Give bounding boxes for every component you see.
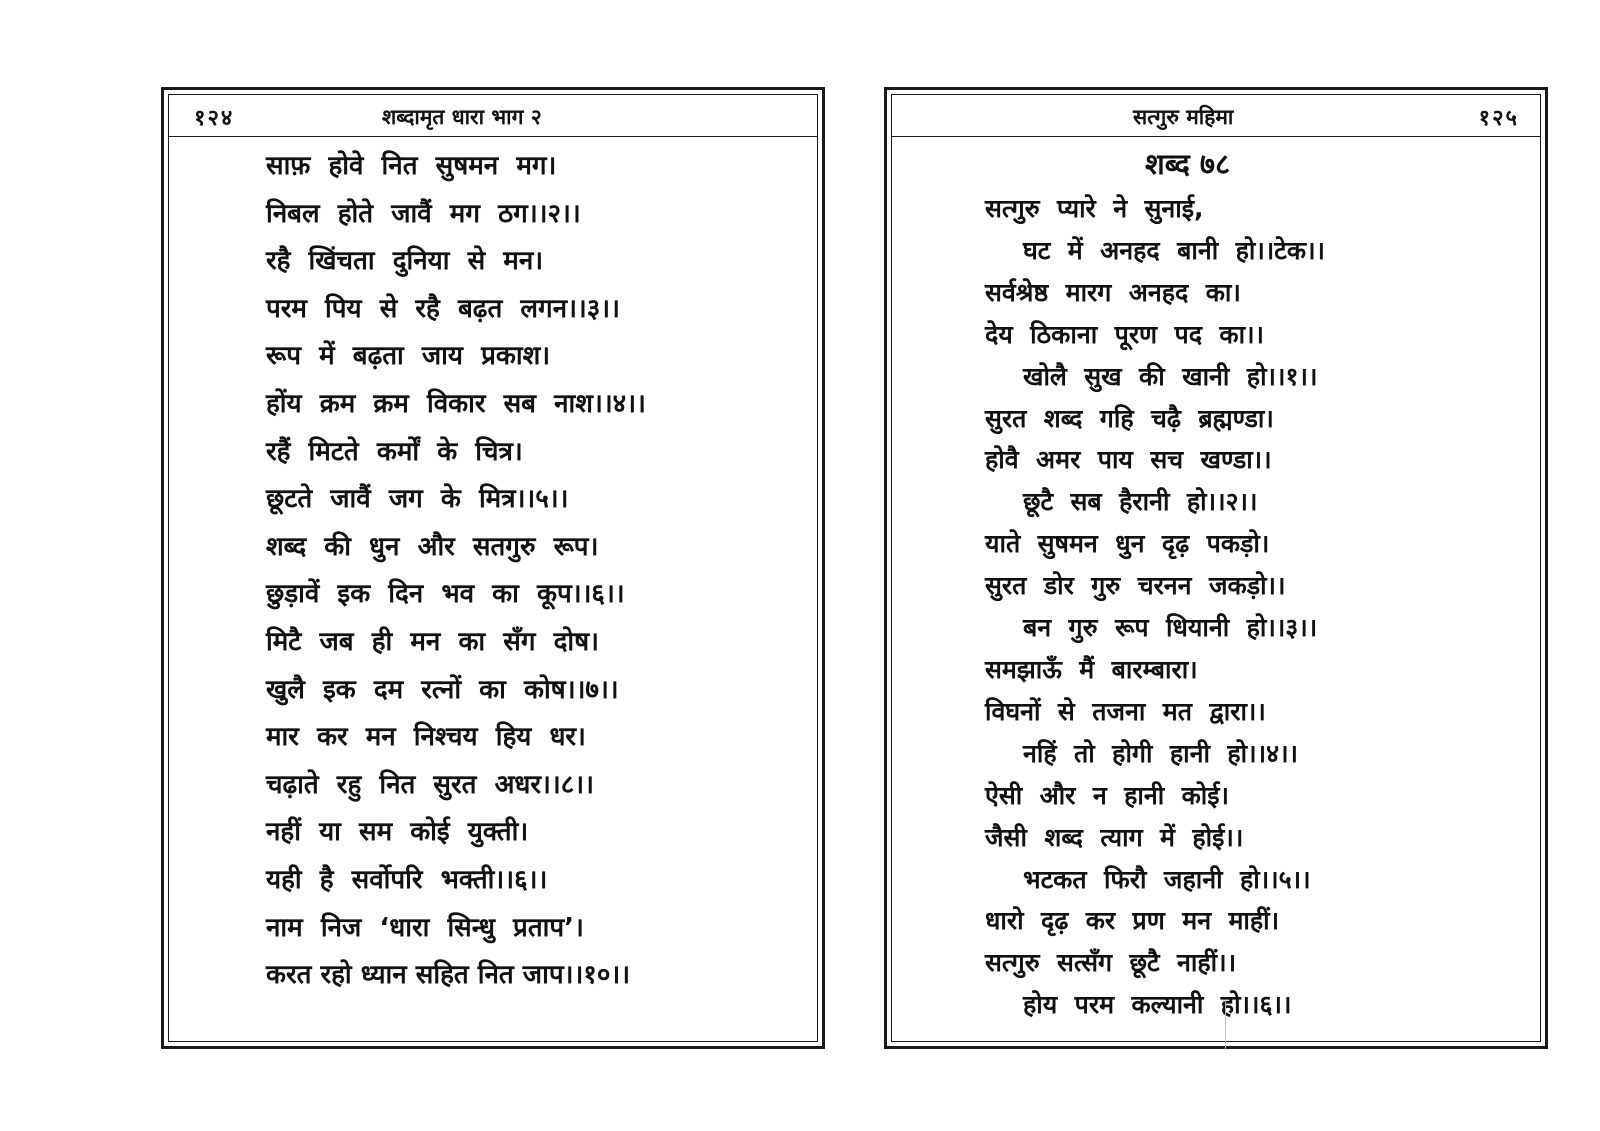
verse-line: साफ़ होवे नित सुषमन मग। bbox=[266, 151, 557, 181]
verse-line: रहै खिंचता दुनिया से मन। bbox=[266, 246, 544, 277]
verse-line: होंय क्रम क्रम विकार सब नाश।।४।। bbox=[266, 388, 646, 419]
verse-line: जैसी शब्द त्याग में होई।। bbox=[985, 822, 1244, 852]
fold-mark bbox=[1225, 1000, 1226, 1050]
left-page-verses bbox=[266, 143, 646, 1000]
right-page-verses bbox=[985, 188, 1325, 1026]
verse-line: सुरत शब्द गहि चढ़ै ब्रह्मण्डा। bbox=[985, 403, 1274, 433]
verse-line: चढ़ाते रहु नित सुरत अधर।।८।। bbox=[266, 769, 594, 800]
verse-line: धारो दृढ़ कर प्रण मन माहीं। bbox=[985, 906, 1280, 936]
verse-line: याते सुषमन धुन दृढ़ पकड़ो। bbox=[985, 529, 1270, 559]
verse-line: ऐसी और न हानी कोई। bbox=[985, 780, 1230, 810]
refrain-line: घट में अनहद बानी हो।।टेक।। bbox=[1023, 235, 1326, 265]
refrain-line: बन गुरु रूप धियानी हो।।३।। bbox=[1023, 613, 1318, 643]
verse-line: नहीं या सम कोई युक्ती। bbox=[266, 817, 529, 848]
verse-line: नाम निज ‘धारा सिन्धु प्रताप’। bbox=[266, 912, 584, 943]
right-page bbox=[884, 87, 1548, 1049]
verse-line: रहैं मिटते कर्मों के चित्र। bbox=[266, 436, 523, 467]
refrain-line: नहिं तो होगी हानी हो।।४।। bbox=[1023, 738, 1299, 768]
left-page-number: १२४ bbox=[194, 106, 235, 131]
left-page-header bbox=[168, 94, 818, 137]
verse-line: समझाऊँ मैं बारम्बारा। bbox=[985, 654, 1198, 684]
verse-line: छुड़ावें इक दिन भव का कूप।।६।। bbox=[266, 579, 625, 610]
right-running-title: सत्गुरु महिमा bbox=[1133, 105, 1234, 129]
verse-line: छूटते जावैं जग के मित्र।।५।। bbox=[266, 484, 569, 515]
refrain-line: भटकत फिरौ जहानी हो।।५।। bbox=[1023, 864, 1311, 894]
refrain-line: खोलै सुख की खानी हो।।१।। bbox=[1023, 361, 1318, 391]
verse-line: देय ठिकाना पूरण पद का।। bbox=[985, 319, 1265, 349]
verse-line: शब्द की धुन और सतगुरु रूप। bbox=[266, 531, 599, 562]
verse-line: विघनों से तजना मत द्वारा।। bbox=[985, 696, 1266, 726]
verse-line: सुरत डोर गुरु चरनन जकड़ो।। bbox=[985, 571, 1286, 601]
verse-line: सत्गुरु प्यारे ने सुनाई, bbox=[985, 194, 1204, 223]
verse-line: मार कर मन निश्चय हिय धर। bbox=[266, 722, 586, 753]
verse-line: निबल होते जावैं मग ठग।।२।। bbox=[266, 198, 581, 229]
verse-line: सर्वश्रेष्ठ मारग अनहद का। bbox=[985, 277, 1241, 307]
right-page-header bbox=[891, 94, 1541, 137]
left-page bbox=[161, 87, 825, 1049]
refrain-line: होय परम कल्यानी हो।।६।। bbox=[1023, 990, 1292, 1020]
shabd-heading: शब्द ७८ bbox=[1145, 147, 1231, 181]
verse-line: होवै अमर पाय सच खण्डा।। bbox=[985, 445, 1272, 475]
verse-line: करत रहो ध्यान सहित नित जाप।।१०।। bbox=[266, 960, 631, 991]
refrain-line: छूटै सब हैरानी हो।।२।। bbox=[1023, 487, 1258, 517]
verse-line: यही है सर्वोपरि भक्ती।।६।। bbox=[266, 864, 548, 895]
verse-line: रूप में बढ़ता जाय प्रकाश। bbox=[266, 341, 551, 372]
verse-line: खुलै इक दम रत्नों का कोष।।७।। bbox=[266, 674, 619, 705]
right-page-number: १२५ bbox=[1478, 106, 1519, 131]
left-running-title: शब्दामृत धारा भाग २ bbox=[382, 105, 542, 129]
verse-line: मिटै जब ही मन का सँग दोष। bbox=[266, 626, 600, 657]
verse-line: सत्गुरु सत्सँग छूटै नाहीं।। bbox=[985, 948, 1237, 978]
verse-line: परम पिय से रहै बढ़त लगन।।३।। bbox=[266, 293, 621, 324]
